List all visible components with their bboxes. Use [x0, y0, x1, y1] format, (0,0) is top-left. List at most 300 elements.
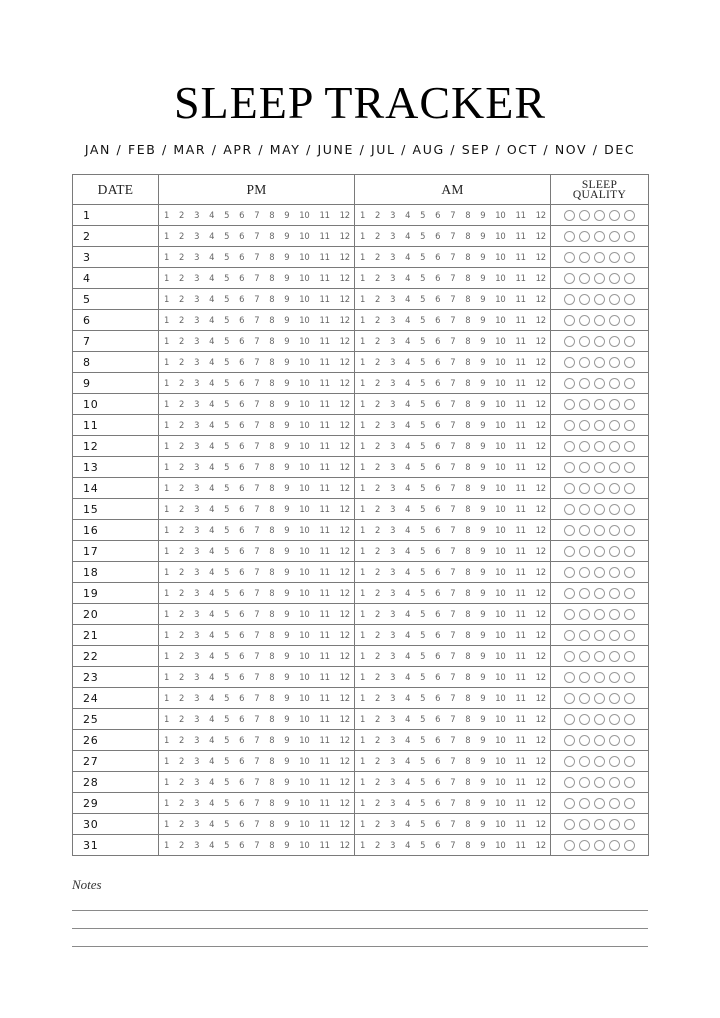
am-hour-mark[interactable]: 5 — [420, 378, 426, 388]
am-hour-mark[interactable]: 8 — [465, 504, 471, 514]
pm-hour-mark[interactable]: 4 — [209, 840, 215, 850]
pm-hour-mark[interactable]: 9 — [284, 609, 290, 619]
pm-hour-mark[interactable]: 3 — [194, 504, 200, 514]
am-hour-mark[interactable]: 6 — [435, 819, 441, 829]
am-hour-mark[interactable]: 8 — [465, 756, 471, 766]
notes-line[interactable] — [72, 946, 648, 947]
am-hour-mark[interactable]: 9 — [480, 441, 486, 451]
pm-hour-mark[interactable]: 1 — [164, 420, 170, 430]
am-hour-mark[interactable]: 4 — [405, 441, 411, 451]
am-hour-mark[interactable]: 12 — [535, 399, 546, 409]
pm-hour-mark[interactable]: 8 — [269, 567, 275, 577]
am-hour-mark[interactable]: 1 — [360, 567, 366, 577]
pm-hour-mark[interactable]: 4 — [209, 252, 215, 262]
quality-circle-icon[interactable] — [579, 420, 590, 431]
am-hour-mark[interactable]: 7 — [450, 609, 456, 619]
pm-hour-mark[interactable]: 10 — [299, 525, 310, 535]
pm-hour-mark[interactable]: 1 — [164, 609, 170, 619]
quality-circle-icon[interactable] — [594, 651, 605, 662]
pm-hour-mark[interactable]: 6 — [239, 231, 245, 241]
am-hour-mark[interactable]: 8 — [465, 672, 471, 682]
am-hour-mark[interactable]: 2 — [375, 420, 381, 430]
pm-hour-mark[interactable]: 8 — [269, 714, 275, 724]
am-hour-mark[interactable]: 6 — [435, 840, 441, 850]
quality-circle-icon[interactable] — [609, 819, 620, 830]
pm-hour-mark[interactable]: 4 — [209, 609, 215, 619]
quality-circle-icon[interactable] — [579, 294, 590, 305]
pm-hour-mark[interactable]: 2 — [179, 315, 185, 325]
am-hour-mark[interactable]: 2 — [375, 315, 381, 325]
pm-hour-mark[interactable]: 3 — [194, 525, 200, 535]
am-hour-mark[interactable]: 2 — [375, 651, 381, 661]
pm-hour-mark[interactable]: 12 — [339, 231, 350, 241]
am-hour-mark[interactable]: 3 — [390, 231, 396, 241]
pm-hour-mark[interactable]: 4 — [209, 819, 215, 829]
quality-circle-icon[interactable] — [624, 462, 635, 473]
pm-hour-mark[interactable]: 2 — [179, 252, 185, 262]
am-hour-mark[interactable]: 2 — [375, 462, 381, 472]
am-hour-mark[interactable]: 2 — [375, 357, 381, 367]
quality-circle-icon[interactable] — [594, 357, 605, 368]
pm-hour-mark[interactable]: 8 — [269, 630, 275, 640]
quality-circle-icon[interactable] — [624, 630, 635, 641]
pm-hour-mark[interactable]: 5 — [224, 693, 230, 703]
pm-hour-mark[interactable]: 7 — [254, 735, 260, 745]
am-hour-mark[interactable]: 3 — [390, 546, 396, 556]
pm-hour-mark[interactable]: 3 — [194, 252, 200, 262]
am-hour-mark[interactable]: 1 — [360, 777, 366, 787]
pm-hour-mark[interactable]: 11 — [319, 798, 330, 808]
am-hour-mark[interactable]: 9 — [480, 525, 486, 535]
am-hour-mark[interactable]: 8 — [465, 483, 471, 493]
pm-hour-mark[interactable]: 7 — [254, 525, 260, 535]
am-hour-mark[interactable]: 3 — [390, 798, 396, 808]
am-hour-mark[interactable]: 1 — [360, 357, 366, 367]
am-hour-mark[interactable]: 2 — [375, 630, 381, 640]
quality-circle-icon[interactable] — [579, 231, 590, 242]
am-hour-mark[interactable]: 1 — [360, 798, 366, 808]
pm-hour-mark[interactable]: 1 — [164, 294, 170, 304]
am-hour-mark[interactable]: 7 — [450, 819, 456, 829]
pm-hour-mark[interactable]: 5 — [224, 756, 230, 766]
quality-circle-icon[interactable] — [594, 420, 605, 431]
quality-circle-icon[interactable] — [579, 588, 590, 599]
am-hour-mark[interactable]: 11 — [515, 357, 526, 367]
am-hour-mark[interactable]: 2 — [375, 231, 381, 241]
quality-circle-icon[interactable] — [579, 378, 590, 389]
pm-hour-mark[interactable]: 10 — [299, 462, 310, 472]
am-hour-mark[interactable]: 1 — [360, 315, 366, 325]
quality-circle-icon[interactable] — [579, 273, 590, 284]
pm-hour-mark[interactable]: 11 — [319, 546, 330, 556]
pm-hour-mark[interactable]: 1 — [164, 777, 170, 787]
pm-hour-mark[interactable]: 6 — [239, 546, 245, 556]
am-hour-mark[interactable]: 10 — [495, 630, 506, 640]
am-hour-mark[interactable]: 8 — [465, 273, 471, 283]
am-hour-mark[interactable]: 12 — [535, 819, 546, 829]
am-hour-mark[interactable]: 12 — [535, 777, 546, 787]
month-option[interactable]: JUNE — [317, 142, 354, 157]
am-hour-mark[interactable]: 1 — [360, 441, 366, 451]
pm-hour-mark[interactable]: 6 — [239, 336, 245, 346]
am-hour-mark[interactable]: 2 — [375, 273, 381, 283]
pm-hour-mark[interactable]: 3 — [194, 273, 200, 283]
pm-hour-mark[interactable]: 3 — [194, 357, 200, 367]
am-hour-mark[interactable]: 4 — [405, 840, 411, 850]
am-hour-mark[interactable]: 10 — [495, 651, 506, 661]
pm-hour-mark[interactable]: 4 — [209, 315, 215, 325]
quality-circle-icon[interactable] — [579, 840, 590, 851]
am-hour-mark[interactable]: 11 — [515, 756, 526, 766]
pm-hour-mark[interactable]: 10 — [299, 798, 310, 808]
pm-hour-mark[interactable]: 2 — [179, 798, 185, 808]
pm-hour-mark[interactable]: 10 — [299, 651, 310, 661]
quality-circle-icon[interactable] — [624, 735, 635, 746]
month-option[interactable]: JUL — [370, 142, 396, 157]
am-hour-mark[interactable]: 9 — [480, 462, 486, 472]
pm-hour-mark[interactable]: 9 — [284, 336, 290, 346]
quality-circle-icon[interactable] — [609, 294, 620, 305]
quality-circle-icon[interactable] — [564, 231, 575, 242]
pm-hour-mark[interactable]: 1 — [164, 546, 170, 556]
quality-circle-icon[interactable] — [564, 336, 575, 347]
pm-hour-mark[interactable]: 4 — [209, 294, 215, 304]
quality-circle-icon[interactable] — [594, 588, 605, 599]
pm-hour-mark[interactable]: 10 — [299, 756, 310, 766]
pm-hour-mark[interactable]: 12 — [339, 210, 350, 220]
pm-hour-mark[interactable]: 8 — [269, 357, 275, 367]
pm-hour-mark[interactable]: 11 — [319, 714, 330, 724]
am-hour-mark[interactable]: 10 — [495, 273, 506, 283]
pm-hour-mark[interactable]: 3 — [194, 819, 200, 829]
pm-hour-mark[interactable]: 11 — [319, 399, 330, 409]
pm-hour-mark[interactable]: 2 — [179, 819, 185, 829]
am-hour-mark[interactable]: 2 — [375, 777, 381, 787]
quality-circle-icon[interactable] — [564, 483, 575, 494]
am-hour-mark[interactable]: 12 — [535, 630, 546, 640]
am-hour-mark[interactable]: 9 — [480, 651, 486, 661]
quality-circle-icon[interactable] — [579, 777, 590, 788]
quality-circle-icon[interactable] — [564, 273, 575, 284]
pm-hour-mark[interactable]: 10 — [299, 399, 310, 409]
am-hour-mark[interactable]: 11 — [515, 777, 526, 787]
am-hour-mark[interactable]: 11 — [515, 588, 526, 598]
pm-hour-mark[interactable]: 8 — [269, 777, 275, 787]
pm-hour-mark[interactable]: 8 — [269, 315, 275, 325]
pm-hour-mark[interactable]: 7 — [254, 630, 260, 640]
pm-hour-mark[interactable]: 5 — [224, 819, 230, 829]
pm-hour-mark[interactable]: 12 — [339, 819, 350, 829]
pm-hour-mark[interactable]: 5 — [224, 504, 230, 514]
am-hour-mark[interactable]: 1 — [360, 714, 366, 724]
pm-hour-mark[interactable]: 11 — [319, 735, 330, 745]
pm-hour-mark[interactable]: 6 — [239, 525, 245, 535]
am-hour-mark[interactable]: 4 — [405, 630, 411, 640]
am-hour-mark[interactable]: 1 — [360, 693, 366, 703]
am-hour-mark[interactable]: 12 — [535, 798, 546, 808]
am-hour-mark[interactable]: 9 — [480, 567, 486, 577]
am-hour-mark[interactable]: 8 — [465, 378, 471, 388]
am-hour-mark[interactable]: 2 — [375, 483, 381, 493]
am-hour-mark[interactable]: 4 — [405, 483, 411, 493]
am-hour-mark[interactable]: 11 — [515, 609, 526, 619]
pm-hour-mark[interactable]: 11 — [319, 672, 330, 682]
pm-hour-mark[interactable]: 5 — [224, 546, 230, 556]
am-hour-mark[interactable]: 9 — [480, 210, 486, 220]
am-hour-mark[interactable]: 2 — [375, 609, 381, 619]
quality-circle-icon[interactable] — [609, 336, 620, 347]
am-hour-mark[interactable]: 3 — [390, 630, 396, 640]
pm-hour-mark[interactable]: 7 — [254, 315, 260, 325]
pm-hour-mark[interactable]: 10 — [299, 357, 310, 367]
pm-hour-mark[interactable]: 5 — [224, 630, 230, 640]
pm-hour-mark[interactable]: 9 — [284, 399, 290, 409]
quality-circle-icon[interactable] — [609, 840, 620, 851]
pm-hour-mark[interactable]: 10 — [299, 231, 310, 241]
pm-hour-mark[interactable]: 3 — [194, 588, 200, 598]
am-hour-mark[interactable]: 5 — [420, 462, 426, 472]
am-hour-mark[interactable]: 3 — [390, 420, 396, 430]
am-hour-mark[interactable]: 5 — [420, 399, 426, 409]
am-hour-mark[interactable]: 12 — [535, 462, 546, 472]
am-hour-mark[interactable]: 5 — [420, 231, 426, 241]
am-hour-mark[interactable]: 10 — [495, 399, 506, 409]
am-hour-mark[interactable]: 8 — [465, 420, 471, 430]
am-hour-mark[interactable]: 11 — [515, 483, 526, 493]
quality-circle-icon[interactable] — [564, 693, 575, 704]
am-hour-mark[interactable]: 12 — [535, 693, 546, 703]
pm-hour-mark[interactable]: 7 — [254, 357, 260, 367]
pm-hour-mark[interactable]: 9 — [284, 315, 290, 325]
quality-circle-icon[interactable] — [594, 525, 605, 536]
am-hour-mark[interactable]: 7 — [450, 777, 456, 787]
am-hour-mark[interactable]: 10 — [495, 231, 506, 241]
pm-hour-mark[interactable]: 12 — [339, 357, 350, 367]
pm-hour-mark[interactable]: 2 — [179, 672, 185, 682]
am-hour-mark[interactable]: 11 — [515, 420, 526, 430]
quality-circle-icon[interactable] — [609, 567, 620, 578]
pm-hour-mark[interactable]: 8 — [269, 546, 275, 556]
quality-circle-icon[interactable] — [609, 315, 620, 326]
am-hour-mark[interactable]: 1 — [360, 609, 366, 619]
pm-hour-mark[interactable]: 2 — [179, 735, 185, 745]
quality-circle-icon[interactable] — [609, 672, 620, 683]
am-hour-mark[interactable]: 3 — [390, 315, 396, 325]
pm-hour-mark[interactable]: 6 — [239, 630, 245, 640]
am-hour-mark[interactable]: 7 — [450, 357, 456, 367]
am-hour-mark[interactable]: 4 — [405, 357, 411, 367]
pm-hour-mark[interactable]: 1 — [164, 735, 170, 745]
quality-circle-icon[interactable] — [609, 798, 620, 809]
pm-hour-mark[interactable]: 1 — [164, 672, 170, 682]
am-hour-mark[interactable]: 4 — [405, 525, 411, 535]
am-hour-mark[interactable]: 1 — [360, 588, 366, 598]
am-hour-mark[interactable]: 6 — [435, 273, 441, 283]
am-hour-mark[interactable]: 3 — [390, 609, 396, 619]
pm-hour-mark[interactable]: 2 — [179, 504, 185, 514]
pm-hour-mark[interactable]: 12 — [339, 840, 350, 850]
quality-circle-icon[interactable] — [579, 756, 590, 767]
pm-hour-mark[interactable]: 9 — [284, 525, 290, 535]
am-hour-mark[interactable]: 5 — [420, 546, 426, 556]
am-hour-mark[interactable]: 10 — [495, 819, 506, 829]
pm-hour-mark[interactable]: 12 — [339, 651, 350, 661]
quality-circle-icon[interactable] — [624, 777, 635, 788]
am-hour-mark[interactable]: 10 — [495, 609, 506, 619]
am-hour-mark[interactable]: 8 — [465, 840, 471, 850]
am-hour-mark[interactable]: 6 — [435, 399, 441, 409]
pm-hour-mark[interactable]: 10 — [299, 378, 310, 388]
am-hour-mark[interactable]: 7 — [450, 441, 456, 451]
am-hour-mark[interactable]: 11 — [515, 210, 526, 220]
pm-hour-mark[interactable]: 3 — [194, 630, 200, 640]
month-option[interactable]: MAR — [173, 142, 207, 157]
am-hour-mark[interactable]: 10 — [495, 588, 506, 598]
am-hour-mark[interactable]: 11 — [515, 651, 526, 661]
pm-hour-mark[interactable]: 9 — [284, 231, 290, 241]
am-hour-mark[interactable]: 6 — [435, 357, 441, 367]
pm-hour-mark[interactable]: 4 — [209, 714, 215, 724]
pm-hour-mark[interactable]: 1 — [164, 798, 170, 808]
pm-hour-mark[interactable]: 12 — [339, 588, 350, 598]
pm-hour-mark[interactable]: 1 — [164, 756, 170, 766]
quality-circle-icon[interactable] — [579, 462, 590, 473]
quality-circle-icon[interactable] — [564, 546, 575, 557]
pm-hour-mark[interactable]: 7 — [254, 336, 260, 346]
pm-hour-mark[interactable]: 9 — [284, 588, 290, 598]
am-hour-mark[interactable]: 4 — [405, 735, 411, 745]
pm-hour-mark[interactable]: 10 — [299, 567, 310, 577]
pm-hour-mark[interactable]: 11 — [319, 819, 330, 829]
am-hour-mark[interactable]: 7 — [450, 630, 456, 640]
pm-hour-mark[interactable]: 9 — [284, 777, 290, 787]
am-hour-mark[interactable]: 11 — [515, 399, 526, 409]
am-hour-mark[interactable]: 2 — [375, 714, 381, 724]
pm-hour-mark[interactable]: 4 — [209, 735, 215, 745]
am-hour-mark[interactable]: 9 — [480, 294, 486, 304]
pm-hour-mark[interactable]: 8 — [269, 294, 275, 304]
pm-hour-mark[interactable]: 11 — [319, 483, 330, 493]
quality-circle-icon[interactable] — [609, 378, 620, 389]
am-hour-mark[interactable]: 8 — [465, 630, 471, 640]
pm-hour-mark[interactable]: 2 — [179, 357, 185, 367]
pm-hour-mark[interactable]: 2 — [179, 588, 185, 598]
quality-circle-icon[interactable] — [594, 210, 605, 221]
am-hour-mark[interactable]: 6 — [435, 441, 441, 451]
quality-circle-icon[interactable] — [624, 567, 635, 578]
quality-circle-icon[interactable] — [594, 693, 605, 704]
quality-circle-icon[interactable] — [579, 315, 590, 326]
am-hour-mark[interactable]: 5 — [420, 252, 426, 262]
pm-hour-mark[interactable]: 4 — [209, 336, 215, 346]
quality-circle-icon[interactable] — [594, 252, 605, 263]
pm-hour-mark[interactable]: 2 — [179, 693, 185, 703]
am-hour-mark[interactable]: 2 — [375, 441, 381, 451]
am-hour-mark[interactable]: 10 — [495, 357, 506, 367]
am-hour-mark[interactable]: 6 — [435, 315, 441, 325]
pm-hour-mark[interactable]: 12 — [339, 315, 350, 325]
quality-circle-icon[interactable] — [594, 336, 605, 347]
pm-hour-mark[interactable]: 8 — [269, 231, 275, 241]
am-hour-mark[interactable]: 12 — [535, 315, 546, 325]
pm-hour-mark[interactable]: 9 — [284, 462, 290, 472]
am-hour-mark[interactable]: 2 — [375, 210, 381, 220]
quality-circle-icon[interactable] — [594, 546, 605, 557]
pm-hour-mark[interactable]: 1 — [164, 525, 170, 535]
pm-hour-mark[interactable]: 8 — [269, 651, 275, 661]
pm-hour-mark[interactable]: 2 — [179, 840, 185, 850]
pm-hour-mark[interactable]: 3 — [194, 714, 200, 724]
am-hour-mark[interactable]: 11 — [515, 693, 526, 703]
pm-hour-mark[interactable]: 3 — [194, 483, 200, 493]
quality-circle-icon[interactable] — [624, 546, 635, 557]
notes-line[interactable] — [72, 910, 648, 911]
pm-hour-mark[interactable]: 5 — [224, 357, 230, 367]
quality-circle-icon[interactable] — [624, 252, 635, 263]
am-hour-mark[interactable]: 7 — [450, 588, 456, 598]
quality-circle-icon[interactable] — [609, 630, 620, 641]
pm-hour-mark[interactable]: 1 — [164, 567, 170, 577]
pm-hour-mark[interactable]: 3 — [194, 609, 200, 619]
pm-hour-mark[interactable]: 6 — [239, 252, 245, 262]
pm-hour-mark[interactable]: 5 — [224, 210, 230, 220]
month-option[interactable]: FEB — [127, 142, 157, 157]
am-hour-mark[interactable]: 2 — [375, 819, 381, 829]
quality-circle-icon[interactable] — [609, 210, 620, 221]
am-hour-mark[interactable]: 9 — [480, 609, 486, 619]
am-hour-mark[interactable]: 6 — [435, 609, 441, 619]
am-hour-mark[interactable]: 6 — [435, 462, 441, 472]
pm-hour-mark[interactable]: 3 — [194, 651, 200, 661]
am-hour-mark[interactable]: 2 — [375, 399, 381, 409]
am-hour-mark[interactable]: 4 — [405, 252, 411, 262]
quality-circle-icon[interactable] — [624, 273, 635, 284]
am-hour-mark[interactable]: 12 — [535, 609, 546, 619]
pm-hour-mark[interactable]: 2 — [179, 420, 185, 430]
pm-hour-mark[interactable]: 1 — [164, 357, 170, 367]
quality-circle-icon[interactable] — [624, 336, 635, 347]
month-option[interactable]: JAN — [84, 142, 111, 157]
pm-hour-mark[interactable]: 8 — [269, 378, 275, 388]
am-hour-mark[interactable]: 8 — [465, 357, 471, 367]
am-hour-mark[interactable]: 2 — [375, 294, 381, 304]
am-hour-mark[interactable]: 12 — [535, 483, 546, 493]
am-hour-mark[interactable]: 9 — [480, 546, 486, 556]
am-hour-mark[interactable]: 3 — [390, 462, 396, 472]
am-hour-mark[interactable]: 9 — [480, 378, 486, 388]
am-hour-mark[interactable]: 9 — [480, 630, 486, 640]
pm-hour-mark[interactable]: 5 — [224, 420, 230, 430]
pm-hour-mark[interactable]: 5 — [224, 567, 230, 577]
am-hour-mark[interactable]: 12 — [535, 588, 546, 598]
am-hour-mark[interactable]: 11 — [515, 525, 526, 535]
am-hour-mark[interactable]: 7 — [450, 252, 456, 262]
quality-circle-icon[interactable] — [624, 819, 635, 830]
am-hour-mark[interactable]: 1 — [360, 840, 366, 850]
quality-circle-icon[interactable] — [579, 252, 590, 263]
pm-hour-mark[interactable]: 10 — [299, 294, 310, 304]
quality-circle-icon[interactable] — [624, 672, 635, 683]
am-hour-mark[interactable]: 2 — [375, 588, 381, 598]
pm-hour-mark[interactable]: 10 — [299, 777, 310, 787]
am-hour-mark[interactable]: 10 — [495, 462, 506, 472]
pm-hour-mark[interactable]: 11 — [319, 273, 330, 283]
pm-hour-mark[interactable]: 8 — [269, 840, 275, 850]
am-hour-mark[interactable]: 4 — [405, 651, 411, 661]
am-hour-mark[interactable]: 7 — [450, 756, 456, 766]
quality-circle-icon[interactable] — [609, 273, 620, 284]
am-hour-mark[interactable]: 11 — [515, 252, 526, 262]
